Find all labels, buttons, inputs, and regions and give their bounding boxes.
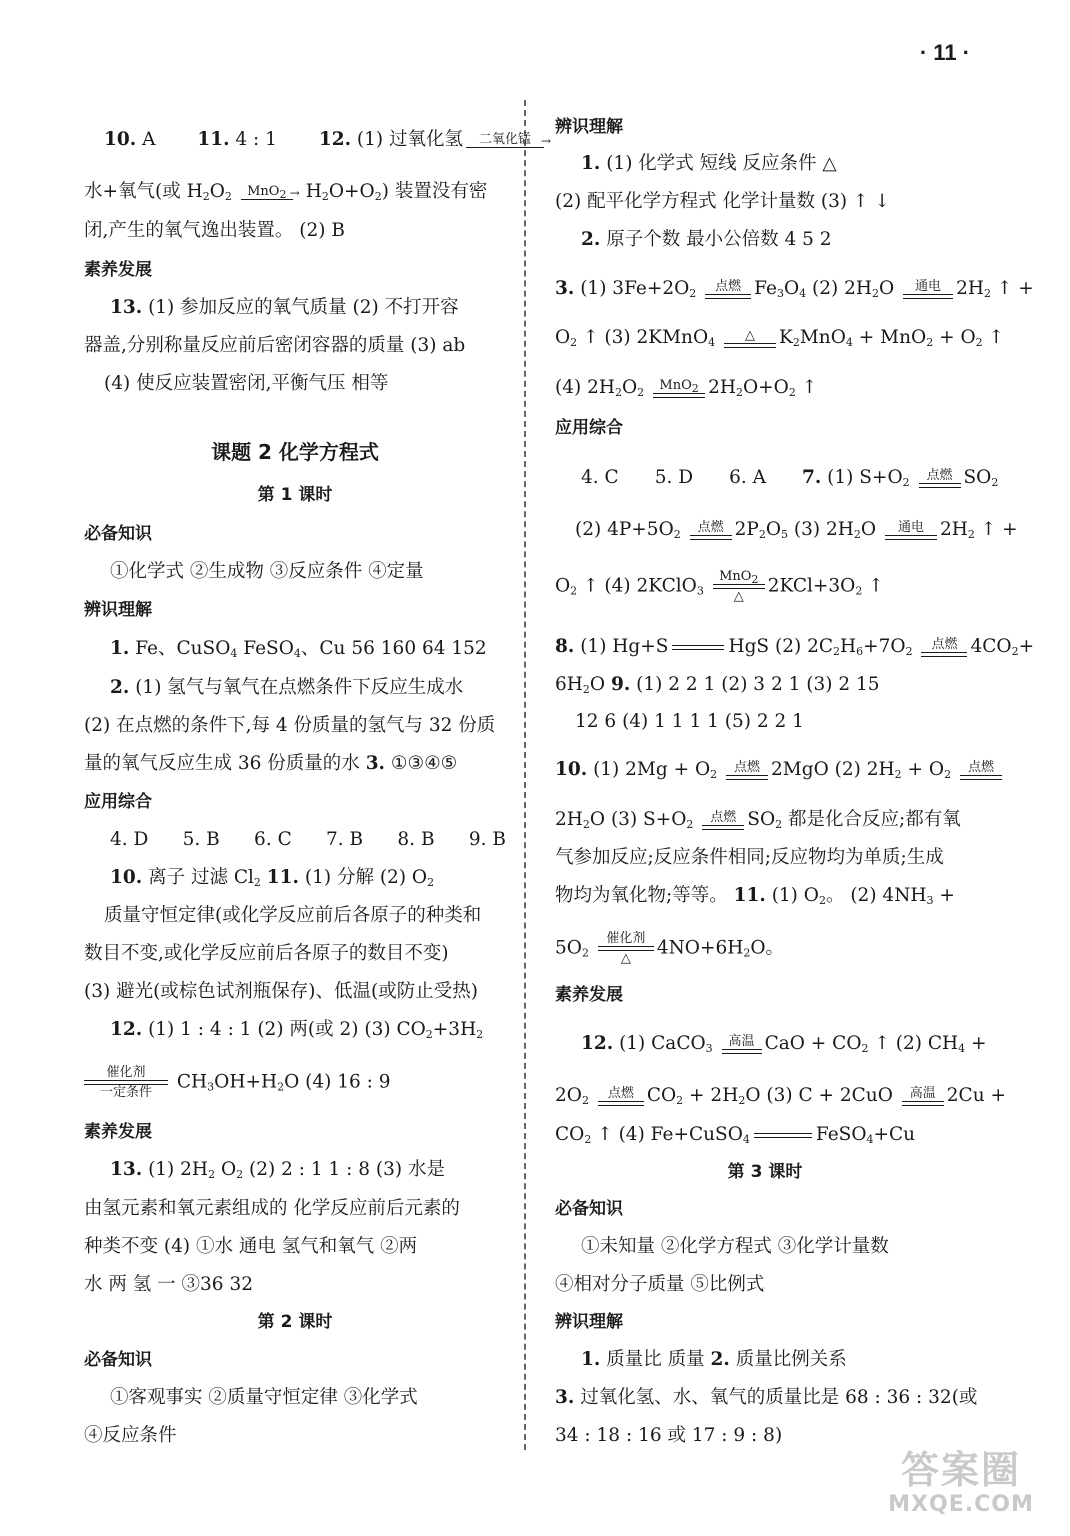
reaction-condition: 催化剂 △ [598,932,654,965]
reaction-condition: 点燃 [690,521,732,540]
answer-line: 器盖,分别称量反应前后密闭容器的质量 (3) ab [84,335,466,356]
answer-line: 2. 原子个数 最小公倍数 4 5 2 [581,229,832,250]
answer-line: 12. (1) 1 : 4 : 1 (2) 两(或 2) (3) $CO_2+3H_2$ [110,1019,484,1041]
reaction-condition: 点燃 [960,761,1002,780]
answer-line: 量的氧气反应生成 36 份质量的水 3. ①③④⑤ [84,753,458,774]
answer-line: 3. (1) $3Fe+2O_2$ 点燃 $Fe_3O_4$ (2) $2H_2O$ 通电 $2H_2$ ↑ + [555,278,1034,300]
section-heading: 应用综合 [555,418,623,438]
reaction-condition: 点燃 [921,638,967,657]
answer-line: 1. Fe、CuSO$_4$ FeSO$_4$、Cu 56 160 64 152 [110,638,487,660]
column-divider [524,100,526,1450]
period-title: 第 3 课时 [727,1162,803,1182]
reaction-condition: 点燃 [726,761,768,780]
watermark-logo: 答案圈 MXQE.COM [888,1448,1034,1517]
answer-line: 2. (1) 氢气与氧气在点燃条件下反应生成水 [110,677,464,698]
answer-line: 8. (1) Hg+S HgS (2) $2C_2H_6+7O_2$ 点燃 $4CO_2+$ [555,636,1035,658]
answer-line: 10. 离子 过滤 $Cl_2$ 11. (1) 分解 (2) $O_2$ [110,867,435,889]
section-heading: 辨识理解 [555,1312,623,1332]
answer-line: (4) 使反应装置密闭,平衡气压 相等 [104,373,389,394]
answer-line: 34 : 18 : 16 或 17 : 9 : 8) [555,1425,783,1446]
answer-line: ①化学式 ②生成物 ③反应条件 ④定量 [110,561,424,582]
answer-line: 12. (1) CaCO$_3$ 高温 CaO + $CO_2$ ↑ (2) $CH_4$ + [581,1033,987,1055]
answer-line: $CO_2$ ↑ (4) Fe+CuSO$_4$ FeSO$_4$+Cu [555,1124,916,1146]
answer-line: $5O_2$ 催化剂 △ $4NO+6H_2O$。 [555,931,785,966]
answer-line: 种类不变 (4) ①水 通电 氢气和氧气 ②两 [84,1236,418,1257]
answer-line: (4) $2H_2O_2$ MnO$_2$ $2H_2O+O_2$ ↑ [555,377,818,399]
answer-line: 13. (1) $2H_2$ $O_2$ (2) 2 : 1 1 : 8 (3) 水是 [110,1159,446,1181]
reaction-condition: 二氧化锰 [466,133,544,148]
answer-line: (2) 在点燃的条件下,每 4 份质量的氢气与 32 份质 [84,715,496,736]
reaction-condition: MnO$_2$ △ [713,570,765,603]
answer-line: 由氢元素和氧元素组成的 化学反应前后元素的 [84,1198,460,1219]
section-heading: 必备知识 [84,1350,152,1370]
answer-line: 4. D 5. B 6. C 7. B 8. B 9. B [110,829,506,850]
answer-line: $6H_2O$ 9. (1) 2 2 1 (2) 3 2 1 (3) 2 15 [555,674,880,696]
answer-line: 气参加反应;反应条件相同;反应物均为单质;生成 [555,847,944,868]
reaction-condition: 催化剂 一定条件 [84,1066,168,1099]
answer-line: 催化剂 一定条件 $CH_3OH+H_2O$ (4) 16 : 9 [84,1066,506,1099]
answer-line: ④相对分子质量 ⑤比例式 [555,1274,765,1295]
answer-line: 13. (1) 参加反应的氧气质量 (2) 不打开容 [110,297,459,318]
reaction-condition: MnO$_2$ [241,185,293,200]
answer-line: ①客观事实 ②质量守恒定律 ③化学式 [110,1387,418,1408]
answer-line: 数目不变,或化学反应前后各原子的数目不变) [84,943,449,964]
answer-line: 12 6 (4) 1 1 1 1 (5) 2 2 1 [575,711,804,732]
section-heading: 应用综合 [84,792,152,812]
lesson-title: 课题 2 化学方程式 [211,440,379,464]
answer-line: ①未知量 ②化学方程式 ③化学计量数 [581,1236,889,1257]
answer-line: $2H_2O$ (3) $S+O_2$ 点燃 $SO_2$ 都是化合反应;都有氧 [555,809,961,831]
answer-line: ④反应条件 [84,1425,177,1446]
answer-line: 10. A 11. 4 : 1 12. (1) 过氧化氢 二氧化锰 → [104,129,552,150]
answer-line: (2) 配平化学方程式 化学计量数 (3) ↑ ↓ [555,191,890,212]
reaction-condition: 通电 [903,280,953,299]
section-heading: 必备知识 [84,524,152,544]
reaction-condition: 点燃 [919,469,961,488]
section-heading: 辨识理解 [555,117,623,137]
answer-line: $2O_2$ 点燃 $CO_2 + 2H_2O$ (3) C + 2CuO 高温 2Cu + [555,1085,1007,1107]
section-heading: 素养发展 [84,1122,152,1142]
answer-line: 水+氧气(或 $H_2O_2$ MnO$_2$ → $H_2O+O_2$) 装置没有密 [84,181,488,203]
answer-line: $O_2$ ↑ (3) 2KMnO$_4$ △ $K_2MnO_4 + MnO_2 + O_2$ ↑ [555,327,1005,349]
section-heading: 辨识理解 [84,600,152,620]
answer-line: 质量守恒定律(或化学反应前后各原子的种类和 [104,905,482,926]
answer-line: 1. 质量比 质量 2. 质量比例关系 [581,1349,847,1370]
reaction-condition: 点燃 [705,280,751,299]
answer-line: 闭,产生的氧气逸出装置。 (2) B [84,220,345,241]
section-heading: 必备知识 [555,1199,623,1219]
reaction-condition: 高温 [902,1087,944,1106]
answer-line: 水 两 氢 一 ③36 32 [84,1274,253,1295]
answer-line: 3. 过氧化氢、水、氧气的质量比是 68 : 36 : 32(或 [555,1387,978,1408]
reaction-condition: 高温 [722,1035,762,1054]
answer-line: (3) 避光(或棕色试剂瓶保存)、低温(或防止受热) [84,981,478,1002]
answer-line: $O_2$ ↑ (4) 2KClO$_3$ MnO$_2$ △ $2KCl+3O_2$ ↑ [555,569,884,604]
section-heading: 素养发展 [84,260,152,280]
reaction-condition: 点燃 [702,811,744,830]
period-title: 第 1 课时 [257,485,333,505]
reaction-condition: MnO$_2$ [653,379,705,398]
period-title: 第 2 课时 [257,1312,333,1332]
answer-line: 10. (1) $2Mg + O_2$ 点燃 2MgO (2) $2H_2 + O_2$ 点燃 [555,758,975,782]
reaction-condition: 通电 [885,521,937,540]
answer-line: (2) $4P+5O_2$ 点燃 $2P_2O_5$ (3) $2H_2O$ 通电 $2H_2$ ↑ + [575,519,1018,541]
answer-line: 物均为氧化物;等等。 11. (1) $O_2$。 (2) $4NH_3$ + [555,885,955,907]
answer-line: 4. C 5. D 6. A 7. (1) $S+O_2$ 点燃 $SO_2$ [581,467,999,489]
page-number: · 11 · [919,40,970,65]
reaction-condition: △ [724,329,776,348]
reaction-condition: 点燃 [598,1087,644,1106]
answer-line: 1. (1) 化学式 短线 反应条件 △ [581,153,837,174]
section-heading: 素养发展 [555,985,623,1005]
